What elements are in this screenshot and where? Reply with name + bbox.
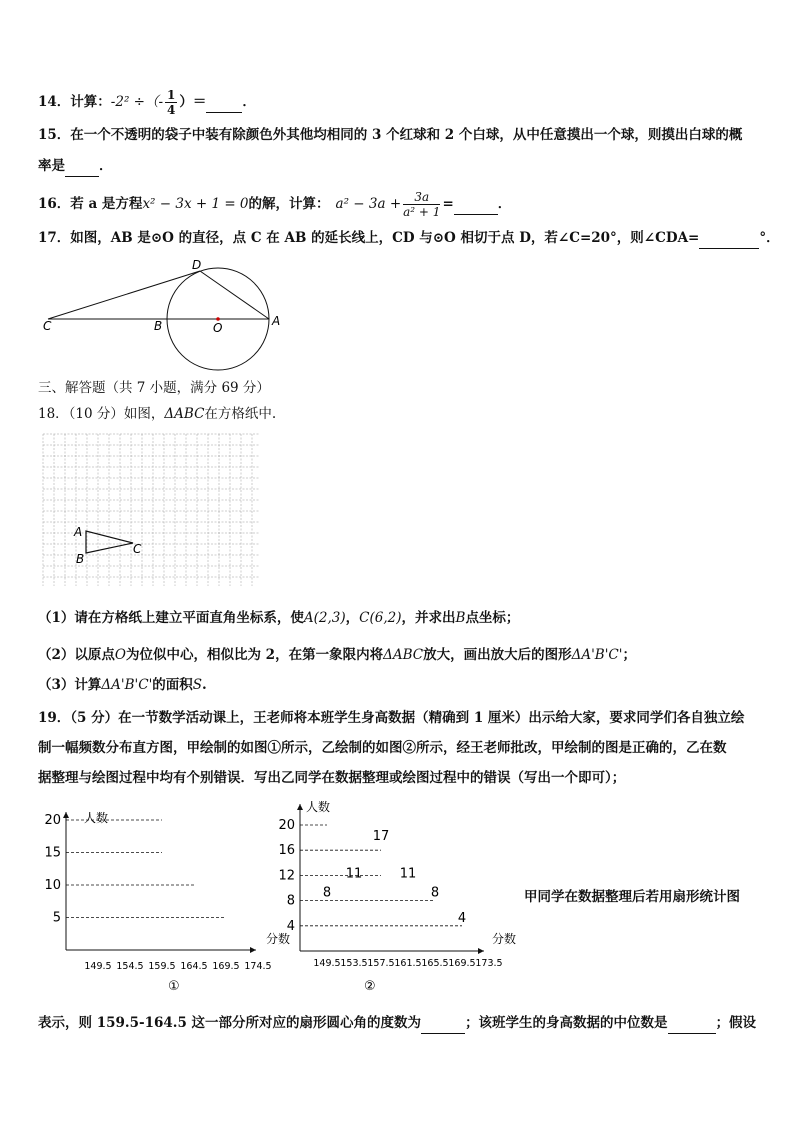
x-tick-label: 165.5 xyxy=(421,958,449,969)
q18-p2-tri: ΔABC xyxy=(383,647,424,663)
x-tick-label: 153.5 xyxy=(340,958,368,969)
y-tick-label: 15 xyxy=(44,845,61,861)
q14-close: ）＝ xyxy=(179,94,207,110)
q19-last-c: ；假设 xyxy=(715,1015,757,1031)
bar-data-label: 8 xyxy=(430,885,440,901)
x-tick-label: 159.5 xyxy=(148,961,176,972)
q18-intro-a: 18．（10 分）如图， xyxy=(38,406,165,422)
chart2-ticks xyxy=(278,818,502,969)
q18-p2-b: 为位似中心，相似比为 2，在第一象限内将 xyxy=(125,647,384,663)
q18-p3-c: . xyxy=(202,677,207,693)
x-tick-label: 161.5 xyxy=(394,958,422,969)
y-arrow xyxy=(63,812,69,818)
q19-side-text: 甲同学在数据整理后若用扇形统计图 xyxy=(524,889,740,905)
q16-fraction xyxy=(403,190,440,219)
bar-data-label: 11 xyxy=(345,866,363,882)
question-15-line1: 15．在一个不透明的袋子中装有除颜色外其他均相同的 3 个红球和 2 个白球，从中任意摸出一个球，则摸出白球的概 xyxy=(38,127,743,143)
q18-p3-tri: ΔA'B'C' xyxy=(101,677,153,693)
q18-p3-b: 的面积 xyxy=(152,677,193,693)
q19-last-line xyxy=(38,1013,756,1034)
x-tick-label: 149.5 xyxy=(84,961,112,972)
histogram-2 xyxy=(276,796,526,996)
label-o: O xyxy=(213,321,223,335)
q16-text-a: 16．若 a 是方程 xyxy=(38,196,143,212)
x-tick-label: 173.5 xyxy=(475,958,503,969)
chart2-bars xyxy=(323,829,466,926)
q18-p1-point-b: B xyxy=(455,610,466,626)
bar-data-label: 4 xyxy=(457,910,467,926)
q18-p3-a: （3）计算 xyxy=(38,677,102,693)
histogram-1 xyxy=(38,800,300,998)
q18-intro-tri: ΔABC xyxy=(164,406,205,422)
bar-data-label: 11 xyxy=(399,866,417,882)
y-tick-label: 8 xyxy=(286,893,295,909)
q18-p2-a: （2）以原点 xyxy=(38,647,115,663)
y-arrow xyxy=(297,804,303,810)
q18-p2-tri2: ΔA'B'C' xyxy=(571,647,623,663)
chart1-ticks xyxy=(44,813,271,972)
chart1-title: ① xyxy=(168,979,180,994)
q14-num: 1 xyxy=(167,88,176,102)
x-tick-label: 154.5 xyxy=(116,961,144,972)
x-tick-label: 157.5 xyxy=(367,958,395,969)
q18-part2 xyxy=(38,645,636,665)
q18-p2-c: 放大，画出放大后的图形 xyxy=(423,647,572,663)
question-17 xyxy=(38,228,780,249)
q16-end: ． xyxy=(497,196,512,212)
label-b: B xyxy=(154,319,163,333)
bar-data-label: 17 xyxy=(372,828,390,844)
label-a: A xyxy=(272,314,281,328)
q18-p2-d: ； xyxy=(622,647,636,663)
q19-last-a: 表示，则 159.5-164.5 这一部分所对应的扇形圆心角的度数为 xyxy=(38,1015,422,1031)
q18-p2-origin: O xyxy=(114,647,126,663)
y-tick-label: 4 xyxy=(286,918,295,934)
question-19-line2: 制一幅频数分布直方图，甲绘制的如图①所示，乙绘制的如图②所示，经王老师批改，甲绘制的图是正确的，乙在数 xyxy=(38,740,727,756)
x-tick-label: 174.5 xyxy=(244,961,272,972)
chart1-ylabel: 人数 xyxy=(84,811,109,825)
question-15-line2 xyxy=(38,156,113,177)
tangent-cd xyxy=(48,271,200,319)
label-d: D xyxy=(192,258,202,272)
q14-label: 14．计算： xyxy=(38,94,111,110)
q18-p1-c: 点坐标； xyxy=(465,610,520,626)
q18-p1-a: （1）请在方格纸上建立平面直角坐标系，使 xyxy=(38,610,304,626)
q18-p3-s: S xyxy=(192,677,203,693)
q18-p1-b: ，并求出 xyxy=(401,610,456,626)
q19-blank-1[interactable] xyxy=(421,1013,465,1034)
question-19-line1: 19．（5 分）在一节数学活动课上，王老师将本班学生身高数据（精确到 1 厘米）出示给大家，要求同学们各自独立绘 xyxy=(38,710,745,726)
q16-equation: x² − 3x + 1 = 0 xyxy=(142,196,249,212)
y-tick-label: 12 xyxy=(278,868,295,884)
q16-text-b: 的解，计算： xyxy=(248,196,330,212)
chart1-axes xyxy=(63,812,256,953)
q18-intro-b: 在方格纸中. xyxy=(204,406,277,422)
grid-label-c: C xyxy=(133,542,142,556)
grid-paper xyxy=(40,432,268,592)
q15-text: 率是 xyxy=(38,158,65,174)
q17-blank[interactable] xyxy=(699,228,759,249)
q18-p1-point-c: C(6,2) xyxy=(359,610,402,626)
chart1-xlabel: 分数 xyxy=(266,932,291,946)
question-16 xyxy=(38,190,511,219)
q15-blank[interactable] xyxy=(65,156,99,177)
q18-part3 xyxy=(38,675,207,695)
chart2-title: ② xyxy=(364,979,376,994)
q15-end: ． xyxy=(99,158,113,174)
q16-expr: a² − 3a + xyxy=(335,196,402,212)
chord-da xyxy=(200,271,269,319)
chart2-ylabel: 人数 xyxy=(306,800,331,814)
label-c: C xyxy=(43,319,52,333)
question-18-intro xyxy=(38,404,276,424)
chart2-xlabel: 分数 xyxy=(492,932,517,946)
y-tick-label: 5 xyxy=(52,910,61,926)
q16-eq-sign: = xyxy=(442,196,454,212)
q18-p1-point-a: A(2,3) xyxy=(303,610,346,626)
q14-end: ． xyxy=(242,94,256,110)
q17-end: °． xyxy=(759,230,780,246)
q14-fraction xyxy=(165,88,177,117)
q14-blank[interactable] xyxy=(206,92,242,113)
bar-data-label: 8 xyxy=(322,885,332,901)
q19-last-b: ；该班学生的身高数据的中位数是 xyxy=(465,1015,668,1031)
question-14 xyxy=(38,88,256,117)
q14-expr: -2² ÷（- xyxy=(110,94,164,110)
grid-label-b: B xyxy=(76,552,85,566)
section-3-title: 三、解答题（共 7 小题，满分 69 分） xyxy=(38,380,270,396)
q18-p1-sep: ， xyxy=(345,610,360,626)
x-arrow xyxy=(478,948,484,954)
q17-text: 17．如图，AB 是⊙O 的直径，点 C 在 AB 的延长线上，CD 与⊙O 相切于点 D，若∠C=20°，则∠CDA= xyxy=(38,230,700,246)
x-tick-label: 169.5 xyxy=(448,958,476,969)
x-tick-label: 149.5 xyxy=(313,958,341,969)
q16-blank[interactable] xyxy=(454,194,498,215)
chart2-axes xyxy=(297,804,484,954)
triangle-abc xyxy=(86,531,133,553)
y-tick-label: 16 xyxy=(278,843,295,859)
figure-17-circle-tangent xyxy=(38,255,298,375)
y-tick-label: 20 xyxy=(44,813,61,828)
x-tick-label: 169.5 xyxy=(212,961,240,972)
y-tick-label: 20 xyxy=(278,818,295,833)
q14-den: 4 xyxy=(167,103,176,117)
x-tick-label: 164.5 xyxy=(180,961,208,972)
x-arrow xyxy=(250,947,256,953)
q16-num: 3a xyxy=(403,190,440,205)
grid-label-a: A xyxy=(74,525,83,539)
q19-blank-2[interactable] xyxy=(668,1013,716,1034)
q18-part1 xyxy=(38,608,519,628)
question-19-line3: 据整理与绘图过程中均有个别错误．写出乙同学在数据整理或绘图过程中的错误（写出一个即可）； xyxy=(38,770,626,786)
y-tick-label: 10 xyxy=(44,878,61,893)
q16-den: a² + 1 xyxy=(403,205,441,219)
